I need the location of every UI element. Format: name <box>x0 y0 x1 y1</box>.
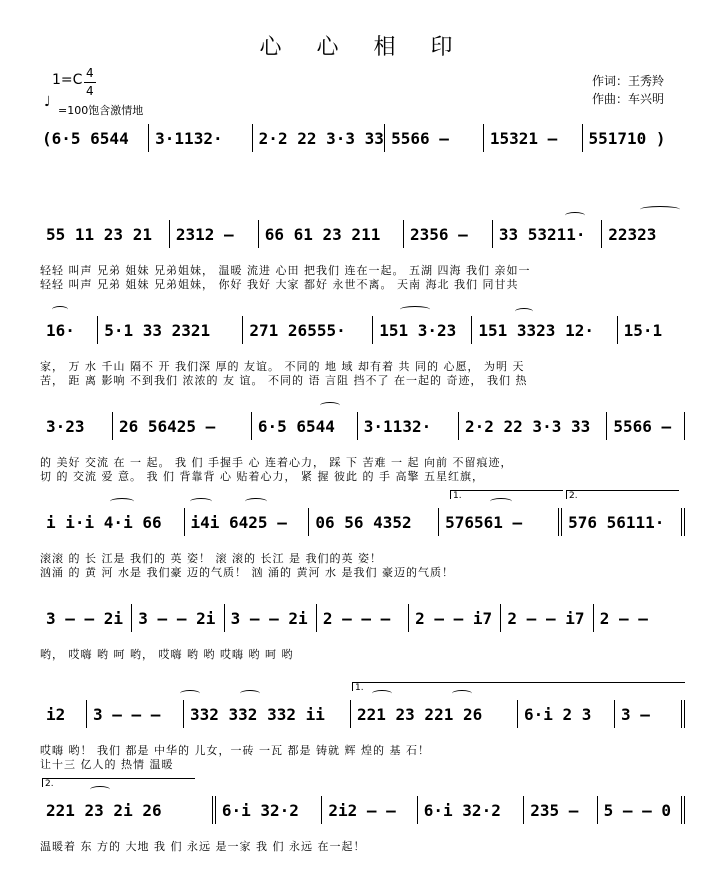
slur <box>400 306 430 313</box>
measure: 332 332 332 ii <box>184 700 351 728</box>
volta-bracket-2: 2. <box>42 778 195 787</box>
measure: 55 11 23 21 <box>40 220 170 248</box>
measure: 16· <box>40 316 98 344</box>
measure: 576561 — <box>439 508 562 536</box>
slur <box>490 498 512 505</box>
measure: 3 — — — <box>87 700 184 728</box>
lyric-line-1: 哟， 哎嗨 哟 呵 哟， 哎嗨 哟 哟 哎嗨 哟 呵 哟 <box>40 648 294 661</box>
notation-row <box>40 796 685 824</box>
lyricist-credit: 作词：王秀羚 <box>592 74 665 88</box>
measure: 3 — <box>615 700 685 728</box>
volta-bracket-1: 1. <box>450 490 563 499</box>
measure: 151 3323 12· <box>472 316 617 344</box>
lyric-line-1: 温暖着 东 方的 大地 我 们 永远 是一家 我 们 永远 在一起！ <box>40 840 366 853</box>
score-system-8 <box>40 779 685 856</box>
measure: 3·1132· <box>358 412 459 440</box>
measure: 2 — — <box>599 608 648 628</box>
measure: 151 3·23 <box>373 316 472 344</box>
lyric-line-1: 的 美好 交流 在 一 起。 我 们 手握手 心 连着心力， 踩 下 苦难 一 起 向前 不留痕迹， <box>40 456 513 469</box>
notation-row <box>40 508 685 536</box>
slur <box>640 206 680 213</box>
notation-row <box>40 604 685 632</box>
volta-bracket-2: 2. <box>566 490 679 499</box>
slur <box>52 306 68 313</box>
measure: 15321 — <box>484 124 583 152</box>
score-system-3 <box>40 316 685 386</box>
notation-row <box>40 700 685 728</box>
score-system-4 <box>40 412 685 482</box>
measure: 2i2 — — <box>322 796 417 824</box>
measure: 3·1132· <box>149 124 253 152</box>
measure: 2356 — <box>404 220 493 248</box>
slur <box>245 498 267 505</box>
key-signature: 1=C <box>52 72 83 88</box>
measure: i2 <box>40 700 87 728</box>
slur <box>240 690 260 697</box>
time-signature-top: 4 <box>86 66 94 80</box>
time-signature-bottom: 4 <box>86 84 94 98</box>
score-system-2 <box>40 220 685 290</box>
measure: 5566 — <box>385 124 484 152</box>
tempo-marking: =100饱含激情地 <box>58 104 144 117</box>
measure: 22323 <box>608 224 657 244</box>
slur <box>190 498 212 505</box>
measure: 66 61 23 211 <box>259 220 404 248</box>
measure: 271 26555· <box>243 316 373 344</box>
notation-row <box>40 220 685 248</box>
measure: 6·5 6544 <box>252 412 358 440</box>
slur <box>515 308 533 315</box>
slur <box>565 212 585 219</box>
notation-row <box>40 316 685 344</box>
measure: 3 — — 2i <box>40 604 132 632</box>
measure: 5 — — 0 <box>598 796 685 824</box>
measure: 5566 — <box>607 412 685 440</box>
measure: 6·i 32·2 <box>216 796 323 824</box>
measure: (6·5 6544 <box>40 124 149 152</box>
measure: 551710 ) <box>588 128 666 148</box>
measure: 06 56 4352 <box>309 508 439 536</box>
measure: 26 56425 — <box>113 412 252 440</box>
slur <box>372 690 392 697</box>
measure: 3·23 <box>40 412 113 440</box>
lyric-line-2: 让十三 亿人的 热情 温暖 <box>40 758 174 771</box>
score-system-5 <box>40 491 685 579</box>
lyric-line-2: 苦， 距 离 影响 不到我们 浓浓的 友 谊。 不同的 语 言阻 挡不了 在一起的 奇迹， 我们 热 <box>40 374 528 387</box>
measure: 576 56111· <box>562 508 685 536</box>
slur <box>110 498 134 505</box>
measure: 2312 — <box>170 220 259 248</box>
measure: 2·2 22 3·3 33 <box>253 124 385 152</box>
notation-row <box>40 124 685 152</box>
time-signature-line <box>84 82 96 83</box>
lyric-line-1: 滚滚 的 长 江是 我们的 英 姿！ 滚 滚的 长江 是 我们的英 姿！ <box>40 552 382 565</box>
measure: 3 — — 2i <box>132 604 224 632</box>
song-title: 心 心 相 印 <box>259 35 467 60</box>
slur <box>180 690 200 697</box>
measure: 2 — — i7 <box>501 604 593 632</box>
lyric-line-1: 哎嗨 哟！ 我们 都是 中华的 儿女，一砖 一瓦 都是 铸就 辉 煌的 基 石！ <box>40 744 430 757</box>
measure: i i·i 4·i 66 <box>40 508 185 536</box>
score-system-1 <box>40 124 685 154</box>
measure: 3 — — 2i <box>225 604 317 632</box>
lyric-line-1: 家， 万 水 千山 隔不 开 我们深 厚的 友谊。 不同的 地 域 却有着 共 同的 心愿， 为明 天 <box>40 360 525 373</box>
measure: 6·i 2 3 <box>518 700 615 728</box>
slur <box>90 786 110 793</box>
measure: 2 — — i7 <box>409 604 501 632</box>
slur <box>320 402 340 409</box>
measure: 2 — — — <box>317 604 409 632</box>
volta-bracket-1: 1. <box>352 682 685 691</box>
lyric-line-2: 汹涌 的 黄 河 水是 我们豪 迈的气质！ 汹 涌的 黄河 水 是我们 豪迈的气质！ <box>40 566 454 579</box>
lyric-line-1: 轻轻 叫声 兄弟 姐妹 兄弟姐妹， 温暖 流进 心田 把我们 连在一起。 五湖 四海 我们 亲如一 <box>40 264 531 277</box>
score-system-7 <box>40 683 685 771</box>
measure: 221 23 221 26 <box>351 700 518 728</box>
notation-row <box>40 412 685 440</box>
measure: 5·1 33 2321 <box>98 316 243 344</box>
score-system-6 <box>40 604 685 664</box>
measure: 15·1 <box>623 320 663 340</box>
measure: 6·i 32·2 <box>418 796 525 824</box>
lyric-line-2: 切 的 交流 爱 意。 我 们 背靠背 心 贴着心力， 紧 握 彼此 的 手 高擎 五星红旗， <box>40 470 484 483</box>
composer-credit: 作曲：车兴明 <box>592 92 665 106</box>
quarter-note-icon: ♩ <box>44 94 51 110</box>
measure: 221 23 2i 26 <box>40 796 216 824</box>
slur <box>452 690 472 697</box>
measure: 235 — <box>524 796 597 824</box>
lyric-line-2: 轻轻 叫声 兄弟 姐妹 兄弟姐妹， 你好 我好 大家 都好 永世不离。 天南 海北 我们 同甘共 <box>40 278 519 291</box>
measure: i4i 6425 — <box>185 508 310 536</box>
measure: 2·2 22 3·3 33 <box>459 412 607 440</box>
measure: 33 53211· <box>493 220 602 248</box>
